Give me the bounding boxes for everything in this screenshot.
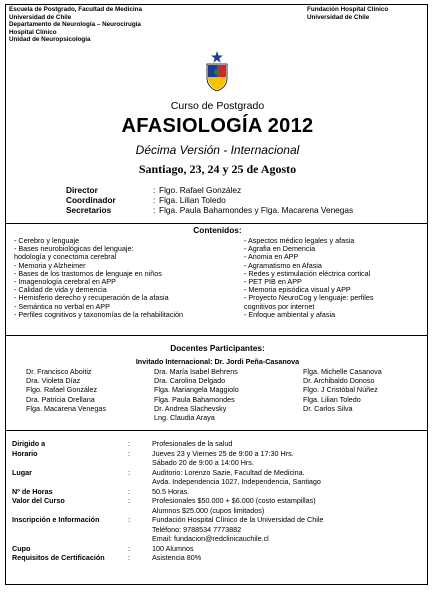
info-key (12, 506, 128, 516)
info-row (12, 553, 323, 563)
staff-colon: : (153, 205, 156, 215)
teacher-name: Flga. Paula Bahamondes (154, 394, 235, 404)
teacher-name: Dr. Carlos Silva (303, 403, 353, 413)
info-key (12, 458, 128, 468)
list-item: - Bases de los trastornos de lenguaje en niños (14, 268, 162, 278)
list-item: - Agramatismo en Afasia (244, 260, 322, 270)
info-key: Requisitos de Certificación (12, 553, 105, 562)
teacher-name: Lng. Claudia Araya (154, 413, 215, 423)
header-left-line: Unidad de Neuropsicología (9, 36, 91, 44)
info-value: Teléfono: 9788534 7773882 (152, 524, 242, 534)
list-item: - Memoria y Alzheimer (14, 260, 86, 270)
info-row (12, 439, 323, 449)
header-left-line: Escuela de Postgrado, Facultad de Medicina (9, 6, 142, 13)
teacher-name: Flga. Michelle Casanova (303, 367, 382, 376)
info-value: Profesionales $50.000 + $6.000 (costo estampillas) (152, 496, 316, 505)
list-item: - Bases neurobiológicas del lenguaje: (14, 244, 134, 254)
info-key: Nº de Horas (12, 486, 53, 496)
header-left-line: Departamento de Neurología – Neurocirugía (9, 21, 141, 29)
teacher-name: Dr. Archibaldo Donoso (303, 376, 375, 386)
list-item: hodología y conectoma cerebral (14, 252, 117, 262)
info-row (12, 544, 323, 554)
info-colon: : (128, 515, 130, 524)
teacher-name: Flga. Lilian Toledo (303, 394, 361, 404)
staff-row (66, 195, 353, 205)
staff-colon: : (153, 195, 156, 205)
list-item: - Proyecto NeuroCog y lenguaje: perfiles (244, 293, 374, 303)
list-item: - Anomia en APP (244, 252, 299, 262)
course-edition: Décima Versión - Internacional (135, 143, 300, 157)
contents-right-list (244, 237, 373, 319)
info-colon (128, 458, 152, 468)
teacher-name: Dr. Francisco Aboitiz (26, 367, 92, 376)
info-row (12, 477, 323, 487)
list-item: - Imagenología cerebral en APP (14, 277, 116, 287)
staff-names: Flga. Paula Bahamondes y Flga. Macarena Venegas (159, 205, 354, 215)
staff-row (66, 205, 353, 215)
teacher-name: Flga. Mariangela Maggiolo (154, 385, 239, 395)
list-item: - Redes y estimulación eléctrica cortical (244, 268, 371, 278)
email-link[interactable]: Email: fundacion@redclinicauchile.cl (152, 534, 269, 543)
info-colon (128, 506, 152, 516)
teacher-name: Dra. Carolina Delgado (154, 376, 226, 386)
info-value: Alumnos $25.000 (cupos limitados) (152, 505, 265, 515)
teacher-name: Flgo. Rafael González (26, 385, 98, 395)
course-info-table (12, 439, 323, 563)
info-row (12, 449, 323, 459)
header-right-line: Universidad de Chile (307, 13, 370, 21)
info-key: Horario (12, 448, 38, 458)
list-item: - Cerebro y lenguaje (14, 236, 80, 245)
info-colon: : (128, 553, 130, 562)
info-colon (128, 477, 152, 487)
teacher-name: Dra. Violeta Díaz (26, 376, 81, 386)
list-item: - Enfoque ambiental y afasia (244, 309, 336, 319)
invited-speaker: Invitado Internacional: Dr. Jordi Peña-Casanova (135, 357, 300, 366)
info-key: Cupo (12, 543, 31, 553)
staff-list (66, 185, 353, 215)
list-item: - Semántica no verbal en APP (14, 301, 110, 311)
info-colon: : (128, 496, 130, 505)
teachers-column-2 (154, 367, 239, 422)
info-row (12, 534, 323, 544)
info-key: Inscripción e Información (12, 515, 100, 524)
staff-colon: : (153, 185, 156, 195)
list-item: - PET PIB en APP (244, 277, 302, 287)
info-value: Sábado 20 de 9:00 a 14:00 Hrs. (152, 458, 254, 467)
list-item: - Aspectos médico legales y afasia (244, 236, 355, 245)
info-colon: : (128, 543, 130, 553)
info-value: Avda. Independencia 1027, Independencia, Santiago (152, 477, 321, 486)
staff-names: Flgo. Rafael González (159, 185, 242, 195)
teacher-name: Dra. Patricia Orellana (26, 394, 95, 404)
info-value: Fundación Hospital Clínico de la Universidad de Chile (152, 515, 324, 524)
info-colon (128, 525, 152, 535)
info-key: Valor del Curso (12, 496, 65, 505)
info-value: Auditorio: Lorenzo Sazie, Facultad de Medicina. (152, 467, 305, 477)
staff-row (66, 185, 353, 195)
info-value: 50.5 Horas. (152, 486, 190, 496)
teacher-name: Dra. María Isabel Behrens (154, 367, 238, 376)
info-row (12, 458, 323, 468)
info-row (12, 525, 323, 535)
staff-role: Director (66, 185, 98, 195)
teacher-name: Flga. Macarena Venegas (26, 403, 106, 413)
info-key: Lugar (12, 467, 32, 477)
teacher-name: Dr. Andrea Slachevsky (154, 403, 227, 413)
course-title: AFASIOLOGÍA 2012 (121, 115, 314, 137)
info-value: Asistencia 80% (152, 553, 202, 562)
course-kind: Curso de Postgrado (170, 100, 265, 112)
list-item: - Memoria episódica visual y APP (244, 285, 351, 295)
divider (6, 335, 427, 336)
info-row (12, 506, 323, 516)
info-key (12, 534, 128, 544)
info-colon: : (128, 439, 130, 448)
flyer-page (5, 4, 428, 585)
info-value: Jueves 23 y Viernes 25 de 9:00 a 17:30 Hrs. (152, 448, 294, 458)
teachers-heading: Docentes Participantes: (170, 343, 265, 353)
info-row (12, 515, 323, 525)
info-row (12, 496, 323, 506)
list-item: - Hemisferio derecho y recuperación de la afasia (14, 293, 169, 303)
divider (6, 430, 427, 431)
info-colon: : (128, 486, 130, 496)
list-item: - Perfiles cognitivos y taxonomías de la rehabilitación (14, 309, 183, 319)
info-row (12, 487, 323, 497)
header-left-line: Hospital Clínico (9, 28, 57, 36)
list-item: - Agrafia en Demencia (244, 244, 316, 254)
staff-role: Coordinador (66, 195, 116, 205)
header-right-line: Fundación Hospital Clínico (307, 6, 389, 13)
list-item: cognitivos por internet (244, 301, 315, 311)
university-emblem-icon (204, 51, 230, 91)
info-colon: : (128, 467, 130, 477)
staff-names: Flga. Lilian Toledo (159, 195, 226, 205)
header-left (9, 6, 142, 44)
header-left-line: Universidad de Chile (9, 13, 72, 21)
info-value: Profesionales de la salud (152, 439, 233, 448)
info-value: 100 Alumnos (152, 543, 194, 553)
teacher-name: Flgo. J Cristóbal Núñez (303, 385, 378, 395)
contents-left-list (14, 237, 183, 319)
course-dates: Santiago, 23, 24 y 25 de Agosto (138, 162, 297, 176)
list-item: - Calidad de vida y demencia (14, 285, 107, 295)
info-key (12, 477, 128, 487)
teachers-column-3 (303, 367, 382, 413)
contents-heading: Contenidos: (193, 225, 242, 235)
header-right (307, 6, 388, 21)
info-key (12, 525, 128, 535)
info-row (12, 468, 323, 478)
staff-role: Secretarios (66, 205, 112, 215)
info-colon: : (128, 448, 130, 458)
info-key: Dirigido a (12, 439, 46, 448)
divider (6, 223, 427, 224)
teachers-column-1 (26, 367, 106, 413)
info-colon (128, 534, 152, 544)
